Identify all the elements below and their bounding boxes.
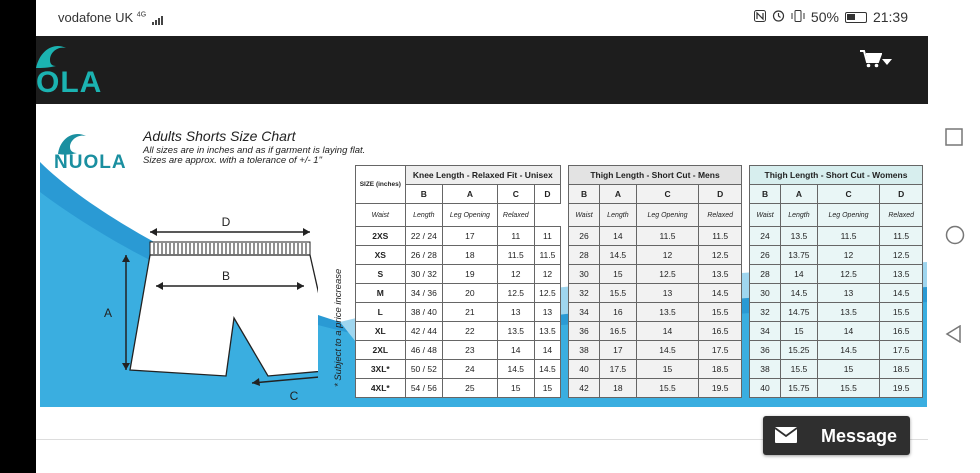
table-cell: 15: [817, 360, 880, 379]
table-cell: 13.5: [781, 227, 818, 246]
table-row: [750, 341, 923, 360]
table-row: [356, 303, 561, 322]
label-b: B: [221, 269, 231, 283]
table-cell: 11: [534, 227, 560, 246]
clock: 21:39: [872, 9, 908, 25]
table-row: [356, 284, 561, 303]
table-cell: 19.5: [880, 379, 923, 398]
table-cell: 14.5: [636, 341, 699, 360]
size-table-unisex: [355, 165, 561, 398]
table-cell: 24: [443, 360, 498, 379]
table-row: [569, 284, 742, 303]
table-row: [356, 246, 561, 265]
size-label: XL: [356, 322, 406, 341]
column-subhead: Relaxed: [880, 204, 923, 227]
table-cell: 19.5: [699, 379, 742, 398]
brand-name: NUOLA: [54, 152, 127, 173]
column-letter: D: [880, 185, 923, 204]
vibrate-icon: [791, 10, 805, 25]
size-label: M: [356, 284, 406, 303]
table-cell: 18: [443, 246, 498, 265]
table-cell: 17.5: [880, 341, 923, 360]
table-cell: 15: [600, 265, 637, 284]
table-cell: 13: [817, 284, 880, 303]
table-cell: 14.5: [497, 360, 534, 379]
letter-row: [569, 185, 742, 204]
size-label: 4XL*: [356, 379, 406, 398]
chart-note-tolerance: Sizes are approx. with a tolerance of +/- 1": [143, 155, 322, 166]
table-cell: 21: [443, 303, 498, 322]
chart-title: Adults Shorts Size Chart: [143, 128, 296, 144]
status-icons: [754, 9, 908, 25]
column-letter: D: [534, 185, 560, 204]
column-subhead: Waist: [750, 204, 781, 227]
table-row: [750, 322, 923, 341]
table-row: [569, 265, 742, 284]
table-row: [356, 379, 561, 398]
size-table-mens: [568, 165, 742, 398]
battery-percent: 50%: [810, 9, 839, 25]
site-header: [36, 36, 928, 104]
table-cell: 13: [497, 303, 534, 322]
table-cell: 26: [750, 246, 781, 265]
label-c: C: [289, 389, 299, 403]
table-cell: 12.5: [636, 265, 699, 284]
recent-apps-icon[interactable]: [945, 128, 963, 146]
table-cell: 14: [781, 265, 818, 284]
table-cell: 18.5: [699, 360, 742, 379]
label-a: A: [103, 306, 113, 320]
table-cell: 22 / 24: [405, 227, 443, 246]
table-cell: 14: [497, 341, 534, 360]
column-letter: A: [600, 185, 637, 204]
table-cell: 15: [497, 379, 534, 398]
table-cell: 54 / 56: [405, 379, 443, 398]
column-letter: B: [750, 185, 781, 204]
column-letter: A: [443, 185, 498, 204]
table-cell: 15.25: [781, 341, 818, 360]
column-subhead: Waist: [356, 204, 406, 227]
table-cell: 17.5: [699, 341, 742, 360]
table-row: [750, 227, 923, 246]
table-cell: 15.5: [817, 379, 880, 398]
table-cell: 38: [750, 360, 781, 379]
table-cell: 11.5: [699, 227, 742, 246]
column-letter: C: [636, 185, 699, 204]
column-subhead: Length: [781, 204, 818, 227]
status-bar: [36, 0, 928, 36]
table-title: Knee Length - Relaxed Fit - Unisex: [405, 166, 560, 185]
table-row: [750, 379, 923, 398]
size-label: 2XL: [356, 341, 406, 360]
column-letter: C: [817, 185, 880, 204]
table-cell: 42 / 44: [405, 322, 443, 341]
table-row: [750, 284, 923, 303]
table-cell: 12: [497, 265, 534, 284]
column-letter: C: [497, 185, 534, 204]
table-cell: 14.5: [880, 284, 923, 303]
carrier-name: vodafone UK: [58, 10, 134, 25]
size-label: 3XL*: [356, 360, 406, 379]
column-subhead: Length: [405, 204, 443, 227]
header-logo-text: OLA: [36, 66, 103, 99]
table-cell: 14.75: [781, 303, 818, 322]
header-logo[interactable]: [36, 36, 116, 104]
table-cell: 11.5: [880, 227, 923, 246]
table-cell: 36: [569, 322, 600, 341]
table-row: [356, 360, 561, 379]
table-cell: 14.5: [534, 360, 560, 379]
table-cell: 15.5: [781, 360, 818, 379]
table-cell: 28: [750, 265, 781, 284]
table-cell: 16.5: [600, 322, 637, 341]
table-title: Thigh Length - Short Cut - Mens: [569, 166, 742, 185]
table-cell: 14: [817, 322, 880, 341]
table-cell: 32: [750, 303, 781, 322]
table-cell: 17: [600, 341, 637, 360]
table-cell: 15.5: [600, 284, 637, 303]
nfc-icon: [754, 10, 766, 25]
table-row: [569, 379, 742, 398]
message-button-label: Message: [821, 426, 898, 446]
table-cell: 34: [750, 322, 781, 341]
table-cell: 13.5: [534, 322, 560, 341]
table-cell: 12: [636, 246, 699, 265]
column-subhead: Leg Opening: [636, 204, 699, 227]
column-subhead: Waist: [569, 204, 600, 227]
table-cell: 40: [569, 360, 600, 379]
size-label: XS: [356, 246, 406, 265]
table-cell: 13.75: [781, 246, 818, 265]
table-cell: 19: [443, 265, 498, 284]
table-cell: 20: [443, 284, 498, 303]
column-subhead: Leg Opening: [817, 204, 880, 227]
table-cell: 30 / 32: [405, 265, 443, 284]
table-cell: 15: [534, 379, 560, 398]
table-cell: 12.5: [880, 246, 923, 265]
table-cell: 36: [750, 341, 781, 360]
table-cell: 11.5: [817, 227, 880, 246]
back-icon[interactable]: [945, 325, 963, 343]
column-subhead: Relaxed: [497, 204, 534, 227]
table-cell: 13.5: [636, 303, 699, 322]
column-subhead: Relaxed: [699, 204, 742, 227]
price-increase-note: * Subject to a price increase: [333, 268, 344, 387]
size-column-header: SIZE (inches): [356, 166, 406, 204]
table-cell: 11.5: [534, 246, 560, 265]
table-cell: 16.5: [699, 322, 742, 341]
table-cell: 12.5: [699, 246, 742, 265]
table-cell: 14: [636, 322, 699, 341]
table-cell: 11.5: [497, 246, 534, 265]
table-row: [750, 303, 923, 322]
table-cell: 26: [569, 227, 600, 246]
table-cell: 13.5: [817, 303, 880, 322]
table-cell: 14.5: [817, 341, 880, 360]
table-row: [356, 265, 561, 284]
subhead-row: [750, 204, 923, 227]
table-cell: 32: [569, 284, 600, 303]
table-cell: 18: [600, 379, 637, 398]
table-cell: 15.75: [781, 379, 818, 398]
table-cell: 30: [569, 265, 600, 284]
table-row: [569, 303, 742, 322]
envelope-icon: [775, 427, 797, 443]
table-cell: 15.5: [699, 303, 742, 322]
table-cell: 34 / 36: [405, 284, 443, 303]
table-cell: 15: [781, 322, 818, 341]
table-cell: 28: [569, 246, 600, 265]
table-cell: 13.5: [880, 265, 923, 284]
table-cell: 14.5: [781, 284, 818, 303]
size-label: S: [356, 265, 406, 284]
table-cell: 13.5: [699, 265, 742, 284]
column-letter: A: [781, 185, 818, 204]
table-cell: 38: [569, 341, 600, 360]
table-row: [356, 322, 561, 341]
signal-icon: [152, 10, 164, 25]
table-cell: 13.5: [497, 322, 534, 341]
table-title: Thigh Length - Short Cut - Womens: [750, 166, 923, 185]
table-cell: 13: [534, 303, 560, 322]
table-cell: 12: [534, 265, 560, 284]
size-table-womens: [749, 165, 923, 398]
size-label: 2XS: [356, 227, 406, 246]
table-cell: 50 / 52: [405, 360, 443, 379]
table-row: [356, 341, 561, 360]
table-cell: 15: [636, 360, 699, 379]
alarm-icon: [772, 9, 785, 25]
table-cell: 12: [817, 246, 880, 265]
subhead-row: [356, 204, 561, 227]
android-nav-bar: [928, 0, 980, 473]
column-letter: B: [569, 185, 600, 204]
table-cell: 40: [750, 379, 781, 398]
size-chart-image: [40, 122, 927, 407]
column-letter: B: [405, 185, 443, 204]
table-cell: 24: [750, 227, 781, 246]
table-cell: 14.5: [699, 284, 742, 303]
table-cell: 16.5: [880, 322, 923, 341]
table-cell: 11: [497, 227, 534, 246]
table-cell: 42: [569, 379, 600, 398]
table-cell: 17.5: [600, 360, 637, 379]
table-cell: 25: [443, 379, 498, 398]
table-cell: 15.5: [880, 303, 923, 322]
page-content: [36, 104, 928, 473]
table-cell: 18.5: [880, 360, 923, 379]
table-cell: 12.5: [497, 284, 534, 303]
table-cell: 15.5: [636, 379, 699, 398]
table-cell: 13: [636, 284, 699, 303]
label-d: D: [221, 215, 231, 229]
table-cell: 38 / 40: [405, 303, 443, 322]
home-icon[interactable]: [945, 225, 965, 245]
table-cell: 14: [534, 341, 560, 360]
letter-row: [750, 185, 923, 204]
table-row: [569, 360, 742, 379]
table-cell: 12.5: [817, 265, 880, 284]
table-cell: 46 / 48: [405, 341, 443, 360]
table-cell: 23: [443, 341, 498, 360]
table-cell: 16: [600, 303, 637, 322]
table-row: [569, 322, 742, 341]
table-cell: 30: [750, 284, 781, 303]
table-row: [356, 227, 561, 246]
chevron-down-icon[interactable]: [882, 54, 892, 68]
battery-icon: [845, 12, 867, 23]
table-row: [750, 246, 923, 265]
size-label: L: [356, 303, 406, 322]
column-subhead: Leg Opening: [443, 204, 498, 227]
table-row: [569, 227, 742, 246]
table-row: [750, 360, 923, 379]
table-cell: 14.5: [600, 246, 637, 265]
column-subhead: Length: [600, 204, 637, 227]
network-type: 4G: [136, 11, 147, 19]
shorts-diagram: [68, 200, 318, 405]
table-row: [569, 246, 742, 265]
table-cell: 22: [443, 322, 498, 341]
subhead-row: [569, 204, 742, 227]
table-cell: 12.5: [534, 284, 560, 303]
table-row: [569, 341, 742, 360]
carrier-label: [58, 10, 164, 25]
table-cell: 17: [443, 227, 498, 246]
message-button[interactable]: [763, 416, 910, 455]
table-cell: 34: [569, 303, 600, 322]
table-row: [750, 265, 923, 284]
column-letter: D: [699, 185, 742, 204]
table-cell: 11.5: [636, 227, 699, 246]
shopping-cart-icon[interactable]: [860, 50, 882, 74]
table-cell: 26 / 28: [405, 246, 443, 265]
chart-note-units: All sizes are in inches and as if garment is laying flat.: [143, 145, 366, 156]
table-cell: 14: [600, 227, 637, 246]
